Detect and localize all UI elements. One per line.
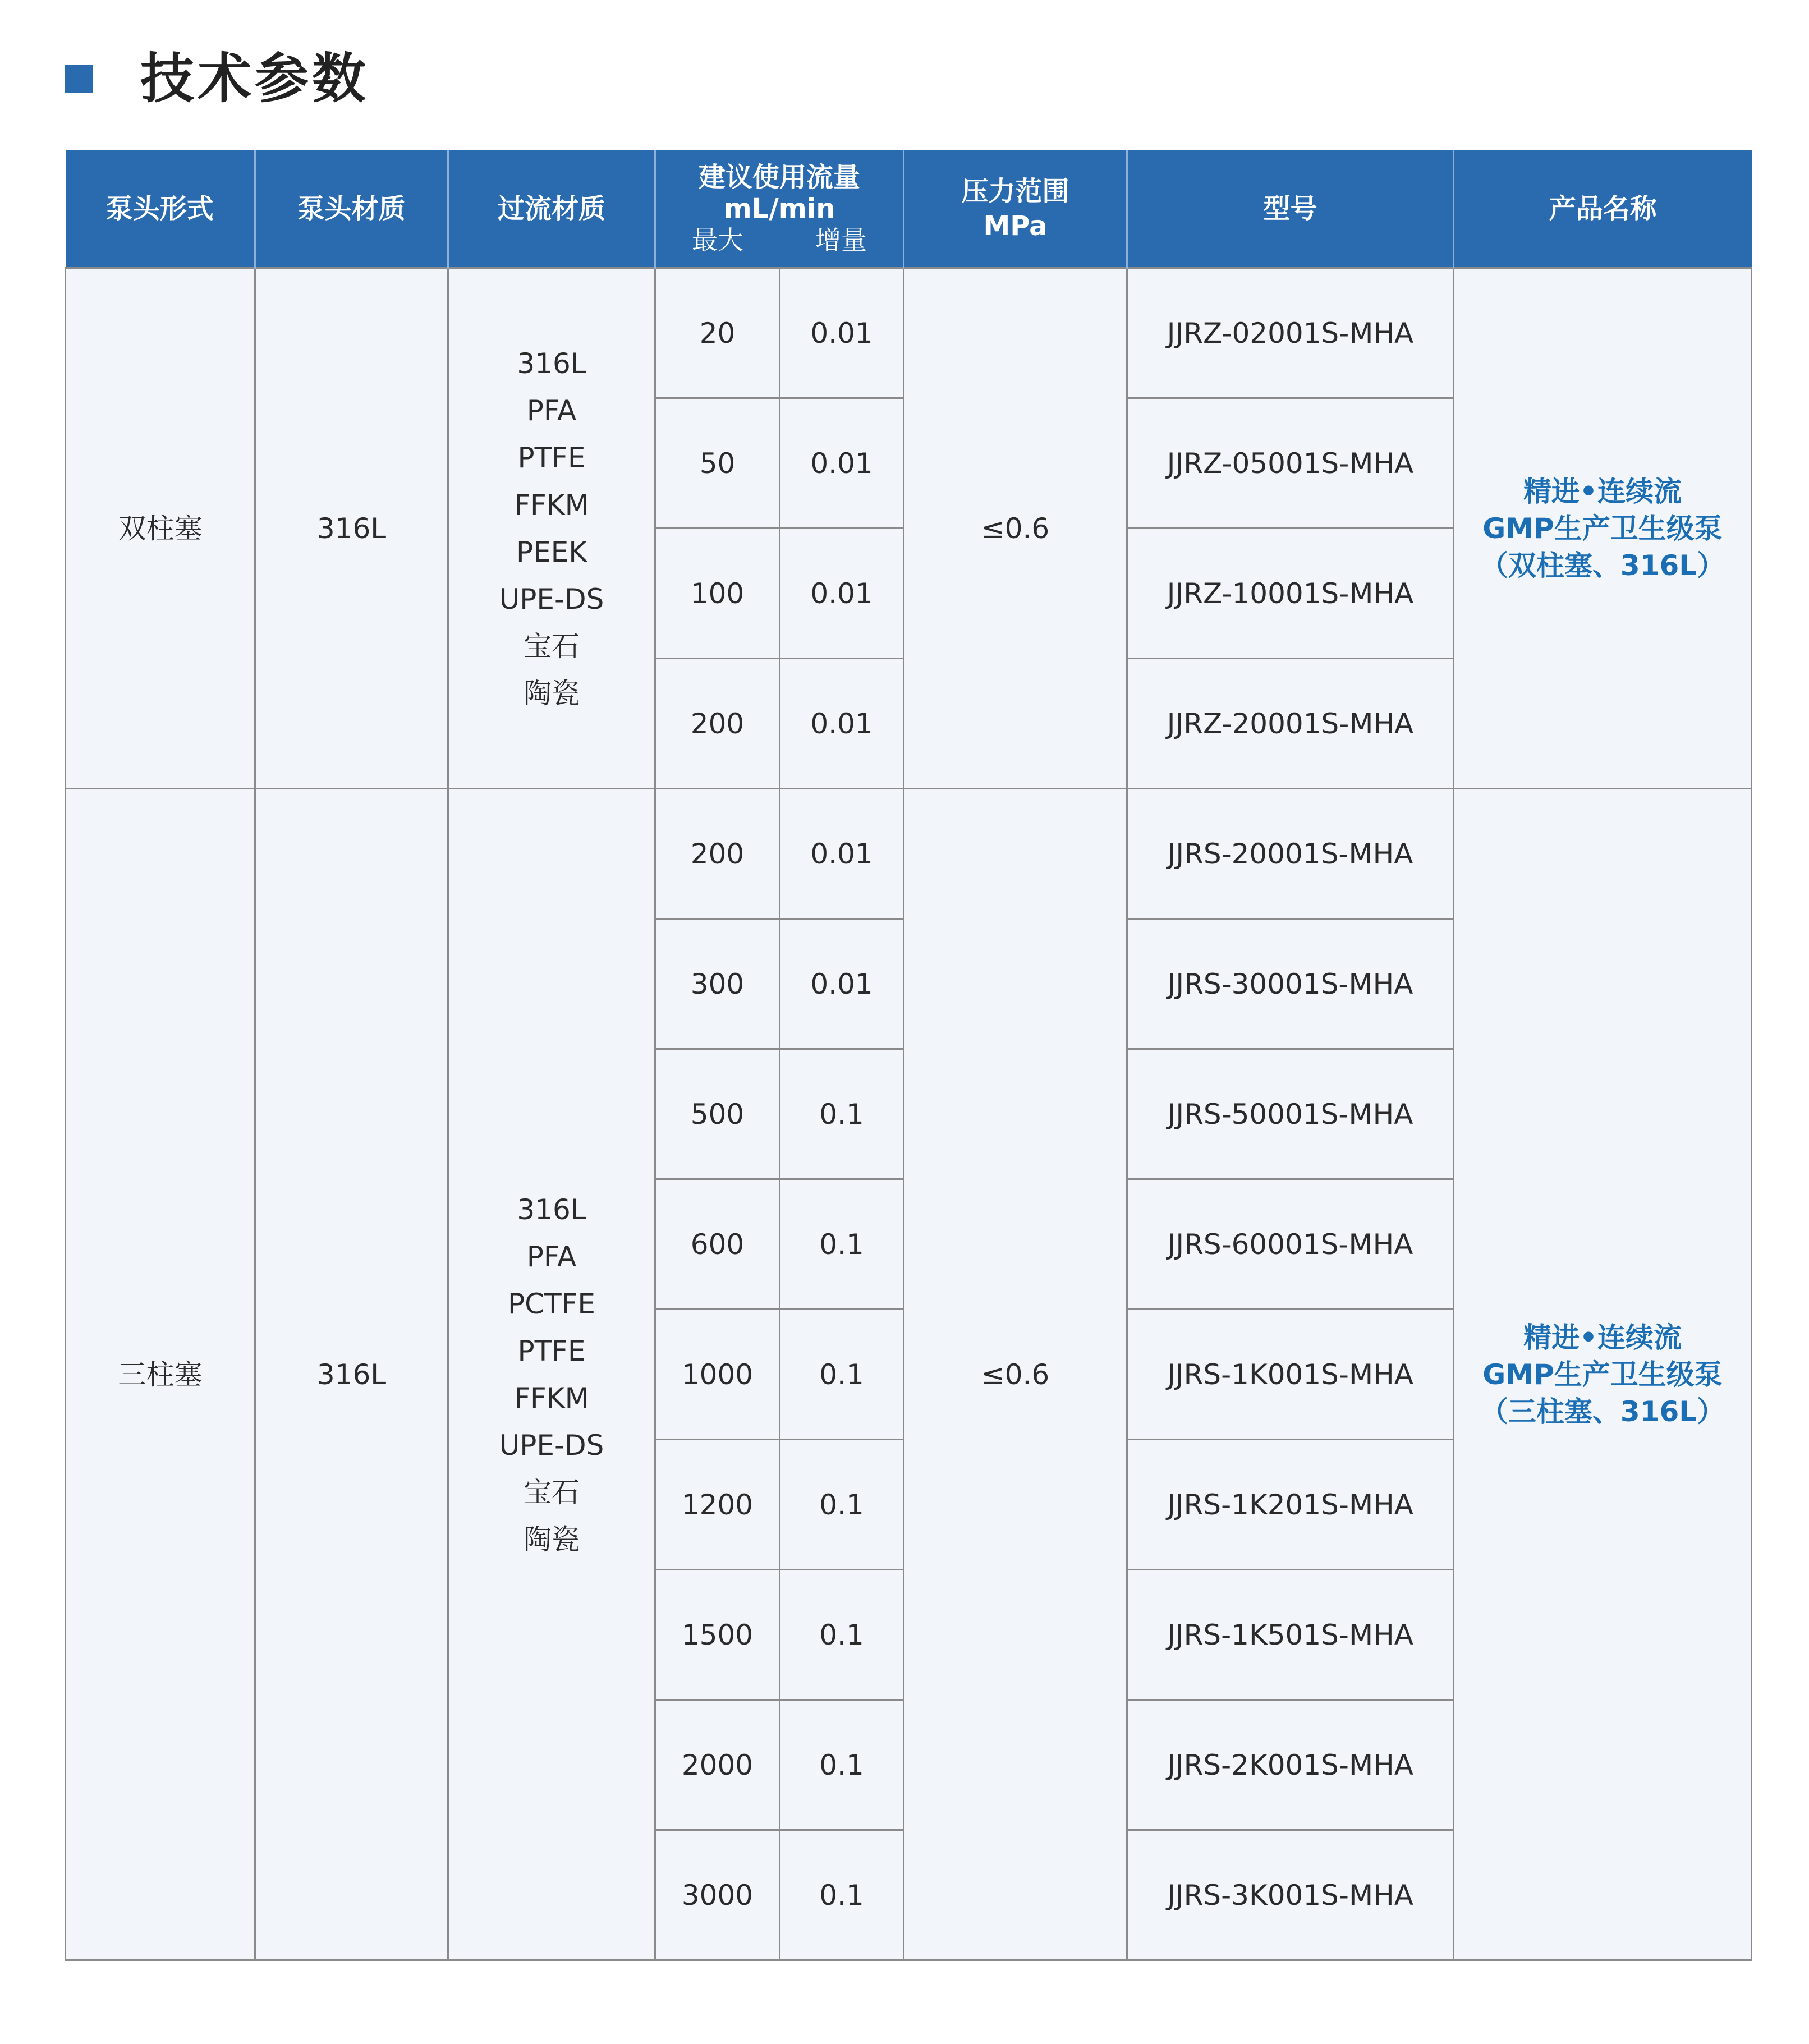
material-item: 宝石 — [524, 1476, 580, 1509]
header-flow-unit: mL/min — [723, 193, 835, 224]
header-flow — [655, 150, 904, 268]
header-pump-head-type: 泵头形式 — [66, 150, 255, 268]
header-flow-title: 建议使用流量 — [699, 162, 861, 193]
model-cell: JJRS-30001S-MHA — [1127, 919, 1454, 1049]
product-name-line: （三柱塞、316L） — [1480, 1395, 1725, 1428]
material-item: 宝石 — [524, 630, 580, 663]
product-name-line: （双柱塞、316L） — [1480, 549, 1725, 582]
flow-max-cell: 3000 — [655, 1830, 780, 1960]
wetted-material-cell — [448, 268, 655, 789]
material-item: 陶瓷 — [524, 677, 580, 710]
model-cell: JJRZ-05001S-MHA — [1127, 398, 1454, 529]
pump-head-material-cell: 316L — [255, 789, 448, 1960]
flow-max-cell: 20 — [655, 268, 780, 398]
model-cell: JJRZ-10001S-MHA — [1127, 529, 1454, 659]
table-row — [66, 789, 1752, 919]
header-pressure-unit: MPa — [983, 210, 1048, 242]
product-name-line: 精进•连续流 — [1523, 1321, 1682, 1354]
product-name-cell — [1454, 789, 1752, 1960]
model-cell: JJRS-20001S-MHA — [1127, 789, 1454, 919]
model-cell: JJRZ-20001S-MHA — [1127, 659, 1454, 789]
flow-increment-cell: 0.1 — [780, 1570, 904, 1700]
spec-table — [65, 150, 1752, 1961]
material-item: 316L — [517, 347, 586, 380]
flow-max-cell: 200 — [655, 659, 780, 789]
header-flow-max: 最大 — [692, 225, 743, 255]
flow-max-cell: 200 — [655, 789, 780, 919]
material-item: 陶瓷 — [524, 1523, 580, 1556]
flow-increment-cell: 0.01 — [780, 919, 904, 1049]
material-item: PEEK — [516, 535, 587, 568]
header-product-name: 产品名称 — [1454, 150, 1752, 268]
flow-max-cell: 1200 — [655, 1440, 780, 1570]
flow-max-cell: 1500 — [655, 1570, 780, 1700]
model-cell: JJRS-1K201S-MHA — [1127, 1440, 1454, 1570]
flow-increment-cell: 0.01 — [780, 529, 904, 659]
page-title: 技术参数 — [140, 47, 369, 110]
flow-increment-cell: 0.1 — [780, 1440, 904, 1570]
header-model: 型号 — [1127, 150, 1454, 268]
header-pump-head-material: 泵头材质 — [255, 150, 448, 268]
model-cell: JJRS-1K501S-MHA — [1127, 1570, 1454, 1700]
header-flow-increment: 增量 — [815, 225, 867, 255]
flow-max-cell: 100 — [655, 529, 780, 659]
material-item: PFA — [526, 394, 577, 427]
flow-increment-cell: 0.01 — [780, 268, 904, 398]
flow-increment-cell: 0.1 — [780, 1830, 904, 1960]
pump-head-type-cell: 双柱塞 — [66, 268, 255, 789]
model-cell: JJRS-1K001S-MHA — [1127, 1310, 1454, 1440]
flow-max-cell: 50 — [655, 398, 780, 529]
material-item: PCTFE — [508, 1287, 595, 1320]
material-item: FFKM — [514, 1381, 589, 1414]
material-item: PTFE — [517, 1334, 586, 1367]
pressure-cell: ≤0.6 — [904, 789, 1127, 1960]
model-cell: JJRS-3K001S-MHA — [1127, 1830, 1454, 1960]
title-bullet-icon — [65, 65, 93, 93]
pressure-cell: ≤0.6 — [904, 268, 1127, 789]
flow-max-cell: 500 — [655, 1049, 780, 1179]
product-name-line: GMP生产卫生级泵 — [1482, 1358, 1723, 1391]
flow-max-cell: 600 — [655, 1179, 780, 1310]
flow-increment-cell: 0.1 — [780, 1310, 904, 1440]
model-cell: JJRZ-02001S-MHA — [1127, 268, 1454, 398]
model-cell: JJRS-2K001S-MHA — [1127, 1700, 1454, 1830]
product-name-line: 精进•连续流 — [1523, 475, 1682, 508]
header-pressure-title: 压力范围 — [961, 176, 1069, 207]
model-cell: JJRS-50001S-MHA — [1127, 1049, 1454, 1179]
flow-max-cell: 300 — [655, 919, 780, 1049]
material-item: UPE-DS — [499, 582, 604, 616]
wetted-material-cell — [448, 789, 655, 1960]
flow-increment-cell: 0.01 — [780, 789, 904, 919]
pump-head-material-cell: 316L — [255, 268, 448, 789]
material-item: UPE-DS — [499, 1428, 604, 1462]
material-item: 316L — [517, 1193, 586, 1226]
flow-max-cell: 1000 — [655, 1310, 780, 1440]
material-item: FFKM — [514, 488, 589, 521]
table-row — [66, 268, 1752, 398]
header-wetted-material: 过流材质 — [448, 150, 655, 268]
material-item: PFA — [526, 1240, 577, 1273]
product-name-line: GMP生产卫生级泵 — [1482, 512, 1723, 545]
model-cell: JJRS-60001S-MHA — [1127, 1179, 1454, 1310]
pump-head-type-cell: 三柱塞 — [66, 789, 255, 1960]
header-pressure — [904, 150, 1127, 268]
product-name-cell — [1454, 268, 1752, 789]
table-header-row — [66, 150, 1752, 268]
material-item: PTFE — [517, 441, 586, 474]
flow-increment-cell: 0.1 — [780, 1700, 904, 1830]
flow-increment-cell: 0.01 — [780, 398, 904, 529]
flow-max-cell: 2000 — [655, 1700, 780, 1830]
flow-increment-cell: 0.01 — [780, 659, 904, 789]
flow-increment-cell: 0.1 — [780, 1049, 904, 1179]
flow-increment-cell: 0.1 — [780, 1179, 904, 1310]
